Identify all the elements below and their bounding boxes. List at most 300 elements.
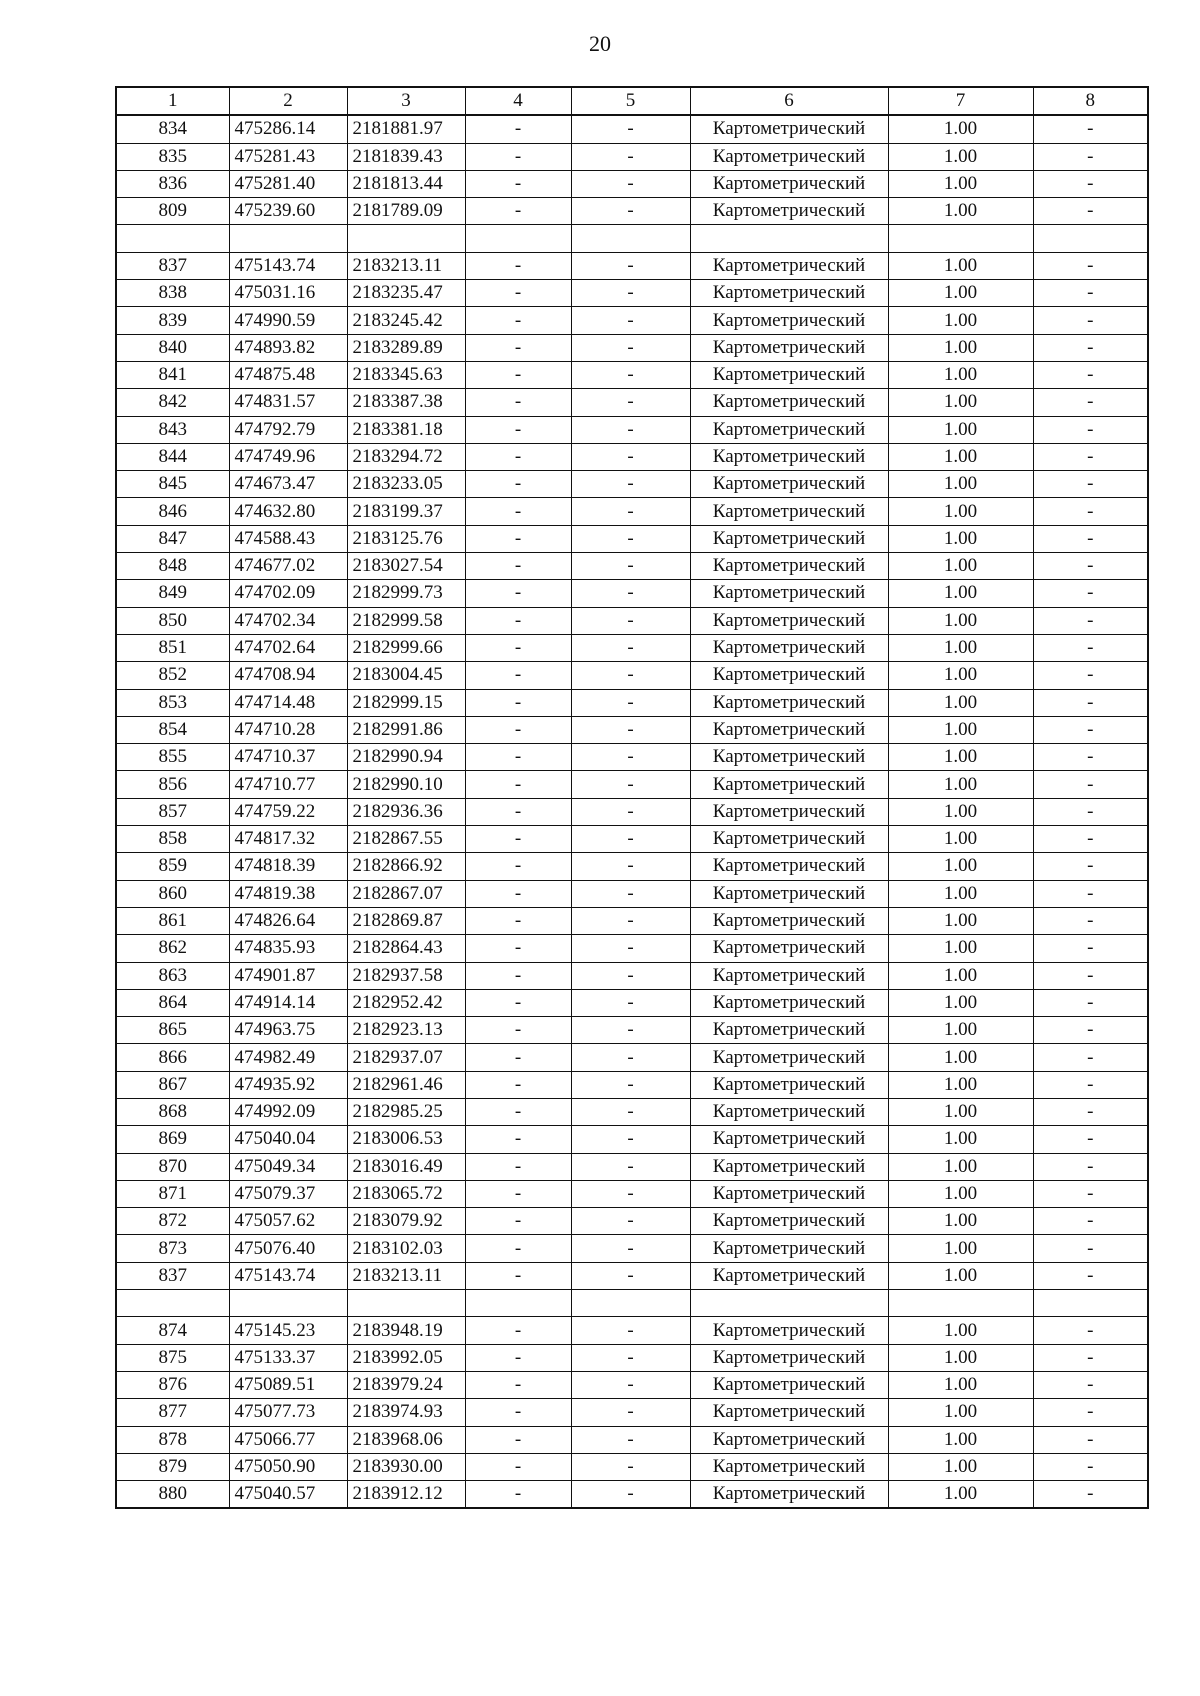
table-row [116,198,1148,225]
x-coordinate-cell: 475145.23 [229,1317,347,1344]
table-row [116,252,1148,279]
col-4-value-cell: - [465,1317,571,1344]
y-coordinate-cell: 2182999.15 [347,689,465,716]
col-4-value-cell: - [465,1017,571,1044]
method-cell: Картометрический [690,170,888,197]
method-cell: Картометрический [690,1371,888,1398]
col-4-value-cell: - [465,1235,571,1262]
col-8-value-cell: - [1033,471,1148,498]
col-8-value-cell: - [1033,826,1148,853]
table-row [116,1208,1148,1235]
method-cell: Картометрический [690,580,888,607]
col-8-value-cell: - [1033,1453,1148,1480]
table-row [116,580,1148,607]
col-5-value-cell: - [571,553,690,580]
col-4-value-cell: - [465,416,571,443]
method-cell: Картометрический [690,553,888,580]
x-coordinate-cell: 475281.43 [229,143,347,170]
col-5-value-cell: - [571,1481,690,1509]
y-coordinate-cell: 2183345.63 [347,361,465,388]
col-5-value-cell: - [571,798,690,825]
point-number-cell: 851 [116,634,229,661]
col-5-value-cell: - [571,880,690,907]
col-4-value-cell: - [465,115,571,143]
y-coordinate-cell: 2183974.93 [347,1399,465,1426]
table-row [116,662,1148,689]
col-5-value-cell: - [571,907,690,934]
table-row [116,1180,1148,1207]
col-4-value-cell: - [465,498,571,525]
table-row [116,853,1148,880]
table-body [116,115,1148,1508]
point-number-cell: 837 [116,252,229,279]
col-5-value-cell: - [571,1453,690,1480]
method-cell: Картометрический [690,443,888,470]
table-row [116,280,1148,307]
y-coordinate-cell: 2183065.72 [347,1180,465,1207]
method-cell: Картометрический [690,853,888,880]
col-5-value-cell: - [571,1235,690,1262]
point-number-cell: 872 [116,1208,229,1235]
col-8-value-cell: - [1033,907,1148,934]
x-coordinate-cell: 475143.74 [229,1262,347,1289]
col-8-value-cell: - [1033,798,1148,825]
point-number-cell: 870 [116,1153,229,1180]
accuracy-cell: 1.00 [888,280,1033,307]
column-header-1: 1 [116,87,229,115]
col-8-value-cell: - [1033,1017,1148,1044]
y-coordinate-cell: 2183199.37 [347,498,465,525]
col-5-value-cell: - [571,1344,690,1371]
method-cell: Картометрический [690,607,888,634]
col-8-value-cell: - [1033,1426,1148,1453]
col-5-value-cell: - [571,771,690,798]
x-coordinate-cell: 474935.92 [229,1071,347,1098]
y-coordinate-cell: 2183233.05 [347,471,465,498]
col-8-value-cell: - [1033,744,1148,771]
col-4-value-cell: - [465,689,571,716]
method-cell: Картометрический [690,826,888,853]
y-coordinate-cell: 2182999.66 [347,634,465,661]
table-row [116,1044,1148,1071]
accuracy-cell: 1.00 [888,361,1033,388]
x-coordinate-cell: 474710.77 [229,771,347,798]
point-number-cell: 836 [116,170,229,197]
method-cell: Картометрический [690,1180,888,1207]
column-header-8: 8 [1033,87,1148,115]
y-coordinate-cell: 2181881.97 [347,115,465,143]
y-coordinate-cell: 2183213.11 [347,1262,465,1289]
point-number-cell: 866 [116,1044,229,1071]
accuracy-cell: 1.00 [888,143,1033,170]
y-coordinate-cell: 2183294.72 [347,443,465,470]
accuracy-cell: 1.00 [888,1426,1033,1453]
x-coordinate-cell: 474831.57 [229,389,347,416]
point-number-cell: 853 [116,689,229,716]
method-cell: Картометрический [690,1426,888,1453]
x-coordinate-cell: 475040.57 [229,1481,347,1509]
table-row [116,1426,1148,1453]
column-header-2: 2 [229,87,347,115]
col-5-value-cell: - [571,1262,690,1289]
x-coordinate-cell: 474835.93 [229,935,347,962]
col-5-value-cell: - [571,1371,690,1398]
table-row [116,880,1148,907]
method-cell: Картометрический [690,1071,888,1098]
method-cell: Картометрический [690,935,888,962]
accuracy-cell: 1.00 [888,307,1033,334]
x-coordinate-cell: 475281.40 [229,170,347,197]
table-row [116,1235,1148,1262]
table-row [116,744,1148,771]
col-8-value-cell: - [1033,498,1148,525]
y-coordinate-cell: 2182869.87 [347,907,465,934]
method-cell: Картометрический [690,1262,888,1289]
point-number-cell: 850 [116,607,229,634]
col-5-value-cell: - [571,443,690,470]
col-4-value-cell: - [465,1153,571,1180]
x-coordinate-cell: 474759.22 [229,798,347,825]
table-row [116,443,1148,470]
col-5-value-cell: - [571,607,690,634]
col-8-value-cell: - [1033,634,1148,661]
x-coordinate-cell: 474826.64 [229,907,347,934]
table-row [116,1153,1148,1180]
table-header [116,87,1148,115]
table-row [116,498,1148,525]
col-5-value-cell: - [571,1180,690,1207]
col-5-value-cell: - [571,1208,690,1235]
col-8-value-cell: - [1033,143,1148,170]
col-4-value-cell: - [465,389,571,416]
x-coordinate-cell: 474702.64 [229,634,347,661]
point-number-cell: 848 [116,553,229,580]
col-5-value-cell: - [571,744,690,771]
table-row [116,170,1148,197]
col-5-value-cell: - [571,143,690,170]
y-coordinate-cell: 2183235.47 [347,280,465,307]
table-row [116,416,1148,443]
col-8-value-cell: - [1033,716,1148,743]
col-8-value-cell: - [1033,689,1148,716]
accuracy-cell: 1.00 [888,389,1033,416]
col-4-value-cell: - [465,989,571,1016]
x-coordinate-cell: 474708.94 [229,662,347,689]
method-cell [690,1290,888,1317]
col-4-value-cell: - [465,1371,571,1398]
y-coordinate-cell: 2183213.11 [347,252,465,279]
x-coordinate-cell: 475076.40 [229,1235,347,1262]
col-5-value-cell: - [571,1153,690,1180]
col-4-value-cell: - [465,1180,571,1207]
method-cell: Картометрический [690,416,888,443]
x-coordinate-cell: 475050.90 [229,1453,347,1480]
col-5-value-cell: - [571,525,690,552]
y-coordinate-cell: 2183948.19 [347,1317,465,1344]
col-4-value-cell: - [465,443,571,470]
page-number: 20 [589,31,611,56]
method-cell: Картометрический [690,198,888,225]
col-8-value-cell: - [1033,252,1148,279]
col-5-value-cell: - [571,334,690,361]
col-5-value-cell: - [571,1426,690,1453]
method-cell: Картометрический [690,1044,888,1071]
point-number-cell: 856 [116,771,229,798]
col-5-value-cell: - [571,935,690,962]
y-coordinate-cell: 2181789.09 [347,198,465,225]
method-cell: Картометрический [690,1344,888,1371]
point-number-cell: 875 [116,1344,229,1371]
y-coordinate-cell: 2182923.13 [347,1017,465,1044]
y-coordinate-cell: 2182952.42 [347,989,465,1016]
y-coordinate-cell: 2183381.18 [347,416,465,443]
table-row [116,389,1148,416]
accuracy-cell: 1.00 [888,662,1033,689]
col-8-value-cell: - [1033,170,1148,197]
y-coordinate-cell: 2181813.44 [347,170,465,197]
point-number-cell: 843 [116,416,229,443]
table-row [116,115,1148,143]
y-coordinate-cell: 2182999.73 [347,580,465,607]
table-row [116,525,1148,552]
x-coordinate-cell [229,1290,347,1317]
method-cell: Картометрический [690,307,888,334]
col-5-value-cell: - [571,252,690,279]
table-row [116,1071,1148,1098]
x-coordinate-cell: 474963.75 [229,1017,347,1044]
accuracy-cell: 1.00 [888,1180,1033,1207]
point-number-cell: 855 [116,744,229,771]
method-cell: Картометрический [690,989,888,1016]
y-coordinate-cell: 2183125.76 [347,525,465,552]
y-coordinate-cell: 2183016.49 [347,1153,465,1180]
y-coordinate-cell: 2183245.42 [347,307,465,334]
col-5-value-cell: - [571,580,690,607]
col-8-value-cell: - [1033,1399,1148,1426]
x-coordinate-cell: 474901.87 [229,962,347,989]
y-coordinate-cell: 2183079.92 [347,1208,465,1235]
x-coordinate-cell: 475089.51 [229,1371,347,1398]
x-coordinate-cell: 474677.02 [229,553,347,580]
method-cell [690,225,888,252]
col-8-value-cell: - [1033,307,1148,334]
method-cell: Картометрический [690,771,888,798]
x-coordinate-cell: 474875.48 [229,361,347,388]
point-number-cell: 841 [116,361,229,388]
accuracy-cell: 1.00 [888,198,1033,225]
point-number-cell [116,225,229,252]
col-8-value-cell: - [1033,361,1148,388]
accuracy-cell: 1.00 [888,1371,1033,1398]
col-8-value-cell: - [1033,280,1148,307]
method-cell: Картометрический [690,389,888,416]
col-8-value-cell: - [1033,1153,1148,1180]
col-4-value-cell: - [465,170,571,197]
accuracy-cell: 1.00 [888,880,1033,907]
point-number-cell: 869 [116,1126,229,1153]
col-8-value-cell: - [1033,662,1148,689]
point-number-cell: 834 [116,115,229,143]
table-row [116,553,1148,580]
accuracy-cell: 1.00 [888,935,1033,962]
col-4-value-cell: - [465,580,571,607]
x-coordinate-cell: 474588.43 [229,525,347,552]
x-coordinate-cell: 474819.38 [229,880,347,907]
accuracy-cell: 1.00 [888,1044,1033,1071]
point-number-cell: 857 [116,798,229,825]
col-8-value-cell: - [1033,853,1148,880]
y-coordinate-cell: 2182991.86 [347,716,465,743]
y-coordinate-cell: 2183387.38 [347,389,465,416]
col-8-value-cell: - [1033,553,1148,580]
table-row [116,225,1148,252]
y-coordinate-cell: 2182937.58 [347,962,465,989]
table-row [116,1098,1148,1125]
col-8-value-cell: - [1033,1317,1148,1344]
accuracy-cell: 1.00 [888,771,1033,798]
accuracy-cell: 1.00 [888,1453,1033,1480]
col-5-value-cell: - [571,416,690,443]
method-cell: Картометрический [690,252,888,279]
point-number-cell: 878 [116,1426,229,1453]
y-coordinate-cell: 2182864.43 [347,935,465,962]
x-coordinate-cell: 475286.14 [229,115,347,143]
accuracy-cell: 1.00 [888,1399,1033,1426]
point-number-cell: 838 [116,280,229,307]
accuracy-cell: 1.00 [888,252,1033,279]
y-coordinate-cell: 2183006.53 [347,1126,465,1153]
accuracy-cell: 1.00 [888,525,1033,552]
accuracy-cell: 1.00 [888,580,1033,607]
method-cell: Картометрический [690,1453,888,1480]
col-8-value-cell: - [1033,607,1148,634]
method-cell: Картометрический [690,798,888,825]
col-8-value-cell: - [1033,1180,1148,1207]
method-cell: Картометрический [690,115,888,143]
col-5-value-cell: - [571,662,690,689]
y-coordinate-cell: 2182990.94 [347,744,465,771]
point-number-cell: 849 [116,580,229,607]
table-row [116,798,1148,825]
col-8-value-cell: - [1033,389,1148,416]
x-coordinate-cell [229,225,347,252]
method-cell: Картометрический [690,1399,888,1426]
y-coordinate-cell [347,225,465,252]
method-cell: Картометрический [690,907,888,934]
col-4-value-cell: - [465,1399,571,1426]
column-header-6: 6 [690,87,888,115]
table-row [116,143,1148,170]
accuracy-cell [888,225,1033,252]
x-coordinate-cell: 474992.09 [229,1098,347,1125]
col-5-value-cell: - [571,280,690,307]
col-4-value-cell [465,225,571,252]
col-5-value-cell: - [571,826,690,853]
y-coordinate-cell: 2182866.92 [347,853,465,880]
point-number-cell: 835 [116,143,229,170]
point-number-cell: 809 [116,198,229,225]
table-row [116,826,1148,853]
y-coordinate-cell: 2183968.06 [347,1426,465,1453]
col-4-value-cell: - [465,1071,571,1098]
col-5-value-cell: - [571,170,690,197]
col-4-value-cell: - [465,1344,571,1371]
y-coordinate-cell: 2182999.58 [347,607,465,634]
col-8-value-cell: - [1033,580,1148,607]
header-row [116,87,1148,115]
y-coordinate-cell: 2182990.10 [347,771,465,798]
accuracy-cell: 1.00 [888,443,1033,470]
column-header-5: 5 [571,87,690,115]
point-number-cell: 845 [116,471,229,498]
y-coordinate-cell: 2183979.24 [347,1371,465,1398]
col-4-value-cell: - [465,662,571,689]
col-5-value-cell: - [571,634,690,661]
col-8-value-cell: - [1033,935,1148,962]
col-5-value-cell: - [571,389,690,416]
y-coordinate-cell: 2181839.43 [347,143,465,170]
accuracy-cell: 1.00 [888,1098,1033,1125]
accuracy-cell: 1.00 [888,1208,1033,1235]
method-cell: Картометрический [690,962,888,989]
col-4-value-cell: - [465,798,571,825]
col-4-value-cell: - [465,771,571,798]
col-5-value-cell: - [571,1098,690,1125]
x-coordinate-cell: 474990.59 [229,307,347,334]
accuracy-cell: 1.00 [888,853,1033,880]
table-row [116,334,1148,361]
x-coordinate-cell: 475049.34 [229,1153,347,1180]
col-8-value-cell: - [1033,525,1148,552]
col-4-value-cell: - [465,525,571,552]
y-coordinate-cell: 2182867.55 [347,826,465,853]
col-8-value-cell: - [1033,115,1148,143]
table-row [116,1453,1148,1480]
col-4-value-cell: - [465,935,571,962]
col-4-value-cell: - [465,1208,571,1235]
table-row [116,771,1148,798]
y-coordinate-cell [347,1290,465,1317]
table-row [116,907,1148,934]
col-5-value-cell: - [571,989,690,1016]
col-4-value-cell: - [465,361,571,388]
col-5-value-cell: - [571,1317,690,1344]
col-8-value-cell: - [1033,880,1148,907]
col-5-value-cell: - [571,962,690,989]
table-row [116,689,1148,716]
col-4-value-cell [465,1290,571,1317]
col-8-value-cell: - [1033,1344,1148,1371]
accuracy-cell: 1.00 [888,471,1033,498]
y-coordinate-cell: 2182867.07 [347,880,465,907]
col-8-value-cell: - [1033,1262,1148,1289]
accuracy-cell: 1.00 [888,498,1033,525]
col-8-value-cell: - [1033,1235,1148,1262]
accuracy-cell: 1.00 [888,1126,1033,1153]
point-number-cell: 847 [116,525,229,552]
x-coordinate-cell: 475066.77 [229,1426,347,1453]
column-header-4: 4 [465,87,571,115]
point-number-cell: 858 [116,826,229,853]
col-4-value-cell: - [465,334,571,361]
accuracy-cell: 1.00 [888,716,1033,743]
col-4-value-cell: - [465,1044,571,1071]
point-number-cell: 871 [116,1180,229,1207]
col-4-value-cell: - [465,853,571,880]
table-row [116,1481,1148,1509]
point-number-cell: 859 [116,853,229,880]
point-number-cell: 880 [116,1481,229,1509]
